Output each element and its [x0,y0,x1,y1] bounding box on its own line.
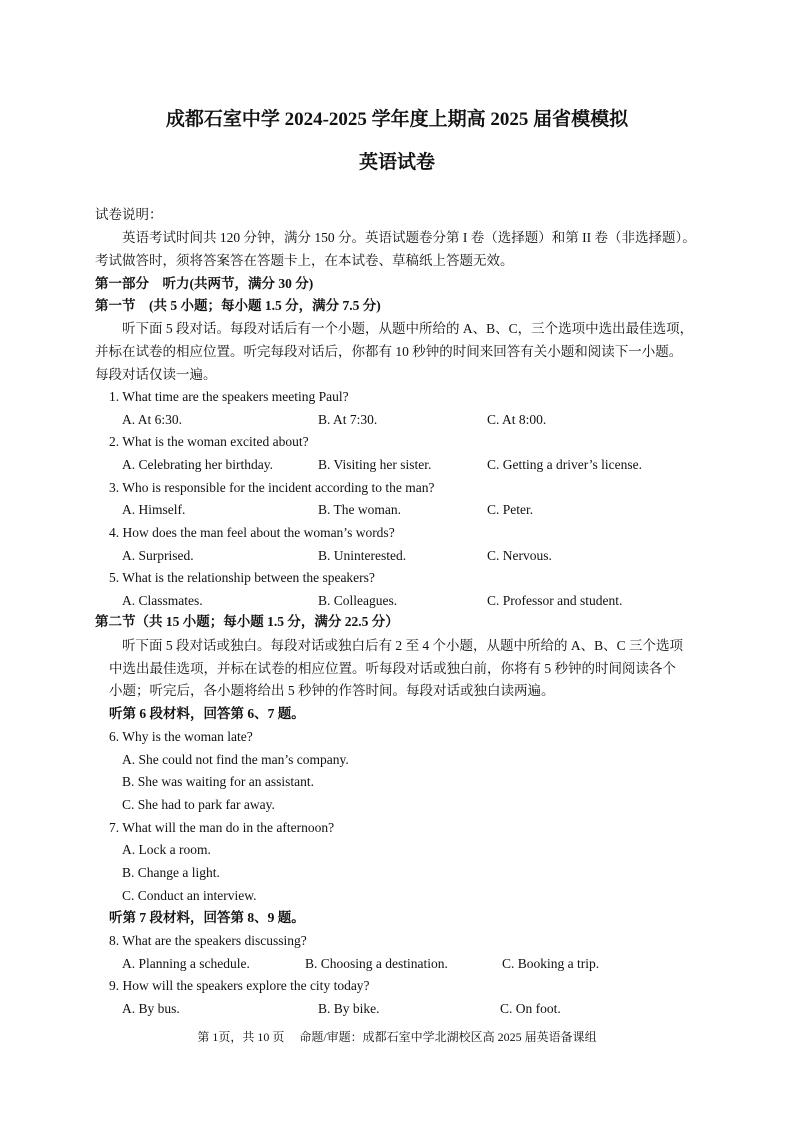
group-7-heading: 听第 7 段材料，回答第 8、9 题。 [109,910,305,925]
option-c: C. On foot. [500,1001,561,1016]
group-6-heading: 听第 6 段材料，回答第 6、7 题。 [109,706,305,721]
question-8: 8. What are the speakers discussing? [109,933,307,948]
question-7: 7. What will the man do in the afternoon? [109,820,335,835]
page-footer: 第 1页，共 10 页 命题/审题：成都石室中学北湖校区高 2025 届英语备课组 [197,1030,597,1044]
section2-intro-3: 小题；听完后，各小题将给出 5 秒钟的作答时间。每段对话或独白读两遍。 [109,683,555,698]
option-b: B. Choosing a destination. [305,956,448,971]
option-a: A. Himself. [122,502,186,517]
question-8-options [0,955,794,973]
option-c: C. Professor and student. [487,593,623,608]
exam-title: 成都石室中学 2024-2025 学年度上期高 2025 届省模模拟 [165,109,629,130]
question-6-option-b: B. She was waiting for an assistant. [122,774,314,789]
option-b: B. By bike. [318,1001,380,1016]
instructions-line-2: 考试做答时，须将答案答在答题卡上，在本试卷、草稿纸上答题无效。 [95,253,514,268]
question-4-options [0,547,794,565]
option-c: C. At 8:00. [487,412,547,427]
section2-heading: 第二节（共 15 小题；每小题 1.5 分，满分 22.5 分） [95,614,399,629]
option-a: A. Planning a schedule. [122,956,250,971]
section2-intro-1: 听下面 5 段对话或独白。每段对话或独白后有 2 至 4 个小题，从题中所给的 A、B、C 三个选项 [122,638,684,653]
option-c: C. Peter. [487,502,534,517]
question-4: 4. How does the man feel about the woman’s words? [109,525,395,540]
option-c: C. Nervous. [487,548,552,563]
question-2: 2. What is the woman excited about? [109,434,309,449]
option-b: B. Colleagues. [318,593,398,608]
section1-heading: 第一节 (共 5 小题；每小题 1.5 分，满分 7.5 分) [95,298,381,313]
option-a: A. Surprised. [122,548,194,563]
option-b: B. At 7:30. [318,412,378,427]
instructions-heading: 试卷说明： [95,207,163,222]
question-9-options [0,1000,794,1018]
question-1-options [0,411,794,429]
option-c: C. Booking a trip. [502,956,600,971]
question-3: 3. Who is responsible for the incident according to the man? [109,480,435,495]
option-b: B. Visiting her sister. [318,457,432,472]
question-7-option-c: C. Conduct an interview. [122,888,257,903]
option-b: B. Uninterested. [318,548,407,563]
section1-intro-2: 并标在试卷的相应位置。听完每段对话后，你都有 10 秒钟的时间来回答有关小题和阅读下一小题。 [95,344,683,359]
section2-intro-2: 中选出最佳选项，并标在试卷的相应位置。听每段对话或独白前，你将有 5 秒钟的时间阅读各个 [109,661,676,676]
section1-intro-3: 每段对话仅读一遍。 [95,367,217,382]
section1-intro-1: 听下面 5 段对话。每段对话后有一个小题，从题中所给的 A、B、C，三个选项中选出最佳选项， [122,321,694,336]
option-b: B. The woman. [318,502,401,517]
question-2-options [0,456,794,474]
question-1: 1. What time are the speakers meeting Paul? [109,389,349,404]
question-7-option-b: B. Change a light. [122,865,220,880]
question-6-option-a: A. She could not find the man’s company. [122,752,349,767]
question-5: 5. What is the relationship between the speakers? [109,570,375,585]
option-a: A. At 6:30. [122,412,183,427]
question-3-options [0,501,794,519]
option-a: A. Classmates. [122,593,203,608]
exam-subtitle: 英语试卷 [358,152,435,173]
question-6: 6. Why is the woman late? [109,729,253,744]
instructions-line-1: 英语考试时间共 120 分钟，满分 150 分。英语试题卷分第 I 卷（选择题）和第 II 卷（非选择题）。 [122,230,696,245]
option-c: C. Getting a driver’s license. [487,457,642,472]
question-5-options [0,592,794,610]
question-7-option-a: A. Lock a room. [122,842,211,857]
part1-heading: 第一部分 听力(共两节，满分 30 分) [95,276,314,291]
option-a: A. Celebrating her birthday. [122,457,273,472]
option-a: A. By bus. [122,1001,180,1016]
question-9: 9. How will the speakers explore the city today? [109,978,370,993]
question-6-option-c: C. She had to park far away. [122,797,275,812]
